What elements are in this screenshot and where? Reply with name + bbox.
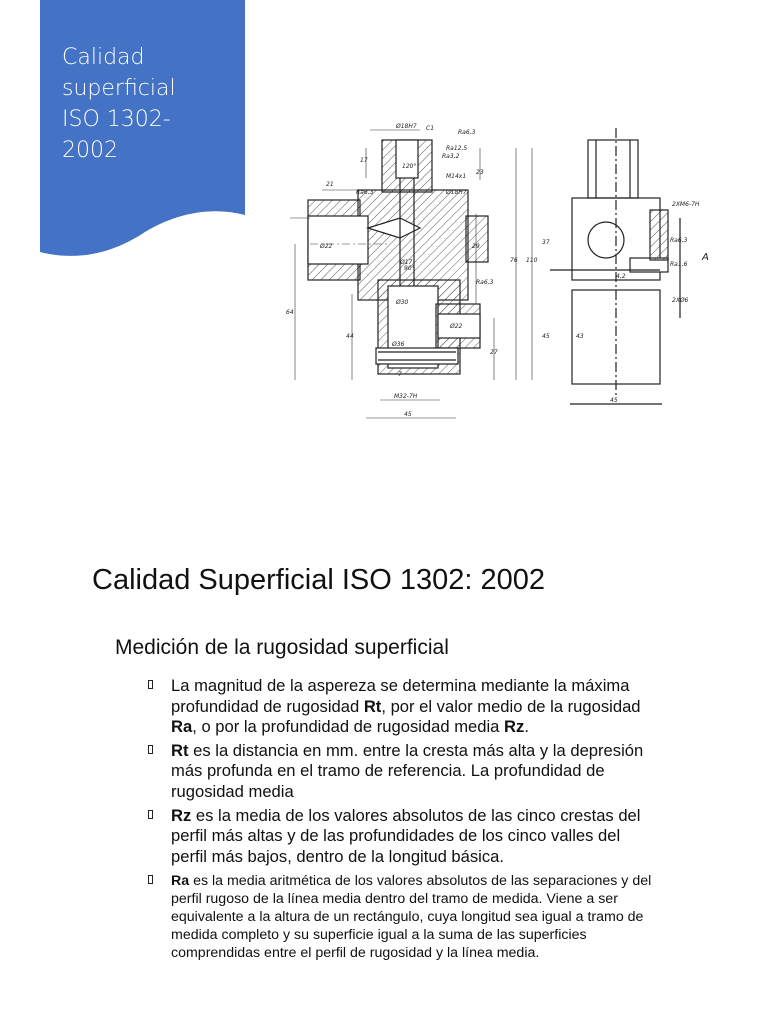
drawing-label: Ra6,3 <box>670 237 688 244</box>
slide-2 <box>0 512 768 1024</box>
drawing-label: 2XM6-7H <box>672 201 700 208</box>
drawing-label: Ra1,6 <box>670 261 688 268</box>
side-view <box>550 128 680 404</box>
drawing-label: 21 <box>326 181 334 188</box>
drawing-label: Ra6,3 <box>356 189 374 196</box>
drawing-label: A <box>702 252 709 263</box>
bullet-list <box>148 676 658 962</box>
drawing-label: Ø30 <box>396 299 409 306</box>
drawing-label: Ø22 <box>320 243 333 250</box>
drawing-label: C1 <box>426 125 435 132</box>
bullet-term: Rt <box>363 696 382 716</box>
drawing-label: Ra12,5 <box>446 145 468 152</box>
bullet-text: es la distancia en mm. entre la cresta más alta y la depresión más profunda en el tramo de referencia. La profundidad de rugosidad media <box>171 740 644 801</box>
technical-drawing <box>270 118 730 430</box>
bullet-item <box>148 806 658 868</box>
bullet-item <box>148 872 658 962</box>
drawing-label: 76 <box>510 257 518 264</box>
drawing-label: Ø22 <box>450 323 463 330</box>
drawing-label: 45 <box>610 397 618 404</box>
bullet-marker-icon <box>148 745 153 754</box>
slide-1-title: Calidad superficial ISO 1302- 2002 <box>62 45 176 163</box>
bullet-item <box>148 741 658 803</box>
drawing-label: Ra6,3 <box>458 129 476 136</box>
drawing-label: 120° <box>402 163 417 170</box>
bullet-term: Ra <box>171 873 190 890</box>
slide-2-subtitle: Medición de la rugosidad superficial <box>115 636 449 659</box>
bullet-marker-icon <box>148 875 153 884</box>
bullet-text: es la media de los valores absolutos de las cinco crestas del perfil más altas y de las profundidades de los cinco valles del perfil más bajos, dentro de la longitud básica. <box>171 805 641 866</box>
drawing-label: Ø36 <box>392 341 405 348</box>
drawing-label: Ø17 <box>400 259 413 266</box>
bullet-term: Rz <box>171 805 192 825</box>
bullet-text: , o por la profundidad de rugosidad media <box>192 717 505 737</box>
drawing-label: 23 <box>476 169 484 176</box>
bullet-marker-icon <box>148 810 153 819</box>
drawing-label: M32-7H <box>394 393 418 400</box>
bullet-text: La magnitud de la aspereza se determina mediante la máxima profundidad de rugosidad <box>171 676 630 716</box>
drawing-label: 43 <box>576 333 584 340</box>
drawing-label: 7 <box>398 371 402 378</box>
slide-2-title: Calidad Superficial ISO 1302: 2002 <box>92 564 546 596</box>
drawing-label: 4,2 <box>616 273 626 280</box>
drawing-label: 90° <box>404 265 415 272</box>
drawing-label: Ø18H7 <box>396 123 417 130</box>
bullet-term: Rt <box>171 740 189 760</box>
drawing-label: 45 <box>404 411 412 418</box>
drawing-label: Ra6,3 <box>476 279 494 286</box>
drawing-label: 27 <box>490 349 498 356</box>
drawing-label: 29 <box>472 243 480 250</box>
bullet-text: . <box>524 717 529 737</box>
drawing-label: 44 <box>346 333 354 340</box>
bullet-term: Ra <box>171 717 193 737</box>
bullet-item <box>148 676 658 738</box>
drawing-label: Ra3,2 <box>442 153 460 160</box>
drawing-label: 110 <box>526 257 538 264</box>
bullet-marker-icon <box>148 680 153 689</box>
drawing-label: 64 <box>286 309 294 316</box>
drawing-label: Ø18H7 <box>446 189 467 196</box>
drawing-label: 37 <box>542 239 550 246</box>
drawing-label: 17 <box>360 157 368 164</box>
bullet-term: Rz <box>504 717 525 737</box>
bullet-text: es la media aritmética de los valores absolutos de las separaciones y del perfil rugoso de la línea media dentro del tramo de medida. Viene a ser equivalente a la altura de un rectángulo, cuya longitud sea igual a tramo de medida completo y su superficie igual a la suma de las superficies comprendidas entre el perfil de rugosidad y la línea media. <box>171 873 652 962</box>
drawing-label: 45 <box>542 333 550 340</box>
drawing-label: M14x1 <box>446 173 467 180</box>
drawing-label: 2XØ6 <box>672 297 689 304</box>
bullet-text: , por el valor medio de la rugosidad <box>381 696 641 716</box>
